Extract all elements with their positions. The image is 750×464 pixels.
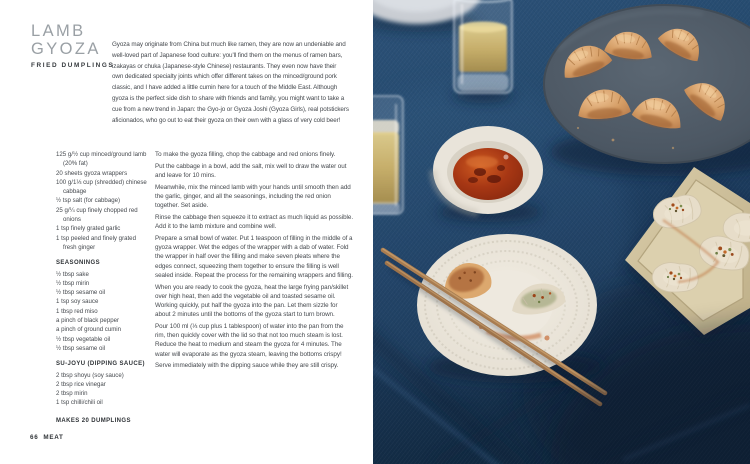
recipe-page [0, 0, 373, 464]
dipping-sauce-heading: SU-JOYU (DIPPING SAUCE) [56, 361, 145, 368]
ingredient-item: ½ tbsp vegetable oil [56, 335, 111, 343]
method-step: Meanwhile, mix the minced lamb with your hands until smooth then add the garlic, ginger, and all the seasonings, including the red onion together. Set aside. [155, 183, 351, 210]
ingredient-item: 2 tbsp mirin [56, 390, 88, 398]
method-column [155, 150, 354, 373]
yield-note: MAKES 20 DUMPLINGS [56, 417, 131, 424]
main-ingredients-list [56, 150, 150, 252]
seasonings-heading: SEASONINGS [56, 260, 101, 267]
method-step: Put the cabbage in a bowl, add the salt, mix well to draw the water out and leave for 10 mins. [155, 162, 347, 179]
ingredient-item: ½ tbsp mirin [56, 279, 90, 287]
title-line-2: GYOZA [31, 40, 101, 58]
ingredient-item: a pinch of ground cumin [56, 326, 122, 334]
ingredient-item: ½ tbsp sesame oil [56, 289, 106, 297]
ingredient-item: 1 tsp soy sauce [56, 298, 99, 306]
method-step: Pour 100 ml (⅓ cup plus 1 tablespoon) of water into the pan from the rim, then quickly cover with the lid so that not too much steam is lost. Reduce the heat to medium and steam the gyoza for 4 minutes. The water will evaporate as the gyoza steam, leaving the bottoms crispy! [155, 323, 344, 358]
ingredient-item: 1 tsp chilli/chili oil [56, 399, 103, 407]
dipping-sauce-bowl [433, 126, 543, 222]
ingredient-item: 100 g/1⅓ cup (shredded) chinese cabbage [56, 178, 147, 196]
recipe-intro: Gyoza may originate from China but much like ramen, they are now an undeniable and well-loved part of Japanese food culture: you'll find them on the menus of ramen bars, izakayas or chuka (Japanese-style Chinese) restaurants. They even now have their own dedicated specialty joints which offer different takes on the minced/ground pork classic, and I have added a little cumin here for a touch of the Middle East. Although gyoza is the perfect side dish to share with friends and family, you might want to take a cue from a new trend in Japan: the Gyo-jo or Gyoza Joshi (Gyoza Girls), real potstickers aficionados, who go out to eat their gyoza on their own with a glass of very cold beer! [112, 41, 349, 124]
ingredient-item: 1 tbsp red miso [56, 307, 98, 315]
food-photo [373, 0, 750, 464]
ingredient-item: 25 g/¼ cup finely chopped red onions [56, 206, 138, 224]
method-step: Rinse the cabbage then squeeze it to extract as much liquid as possible. Add it to the lamb mixture and combine well. [155, 214, 354, 231]
ingredient-item: ½ tbsp sake [56, 270, 89, 278]
method-step: To make the gyoza filling, chop the cabbage and red onions finely. [155, 151, 336, 158]
page-footer [30, 434, 64, 441]
method-step: Serve immediately with the dipping sauce while they are still crispy. [155, 362, 339, 370]
page-number: 66 [30, 434, 39, 441]
recipe-title-block [31, 22, 114, 69]
food-photo-svg [373, 0, 750, 464]
ingredient-item: ½ tsp salt (for cabbage) [56, 197, 121, 205]
ingredient-item: ½ tbsp sesame oil [56, 344, 106, 352]
seasonings-list [56, 270, 150, 354]
ingredient-item: 1 tsp peeled and finely grated fresh ginger [56, 234, 136, 251]
page-title [31, 22, 114, 58]
method-step: When you are ready to cook the gyoza, heat the large frying pan/skillet over high heat, then add the vegetable oil and toasted sesame oil. Working quickly, put half the gyoza into the pan. Let them sizzle for about 2 minutes until the bottoms of the gyoza start to turn brown. [155, 283, 349, 319]
title-line-1: LAMB [31, 22, 86, 40]
dipping-sauce-list [56, 371, 150, 408]
recipe-subtitle: FRIED DUMPLINGS [31, 62, 115, 69]
ingredient-item: 2 tbsp shoyu (soy sauce) [56, 371, 124, 379]
section-label: MEAT [43, 434, 64, 441]
ingredient-item: a pinch of black pepper [56, 317, 120, 325]
method-step: Prepare a small bowl of water. Put 1 teaspoon of filling in the middle of a gyoza wrapper. Wet the edges of the wrapper with a dab of water. Fold the wrapper in half over the filling and make seven pleats where the edges connect, squeezing them together to ensure the filling is well sealed inside. Repeat the process for the remaining wrappers and filling. [155, 235, 353, 279]
ingredients-column [56, 150, 150, 426]
ingredient-item: 125 g/½ cup minced/ground lamb (20% fat) [56, 151, 147, 168]
ingredient-item: 2 tbsp rice vinegar [56, 380, 106, 388]
ingredient-item: 1 tsp finely grated garlic [56, 225, 121, 233]
beer-glass-top [453, 0, 513, 103]
ingredient-item: 20 sheets gyoza wrappers [56, 169, 128, 177]
beer-glass-left [373, 96, 403, 214]
